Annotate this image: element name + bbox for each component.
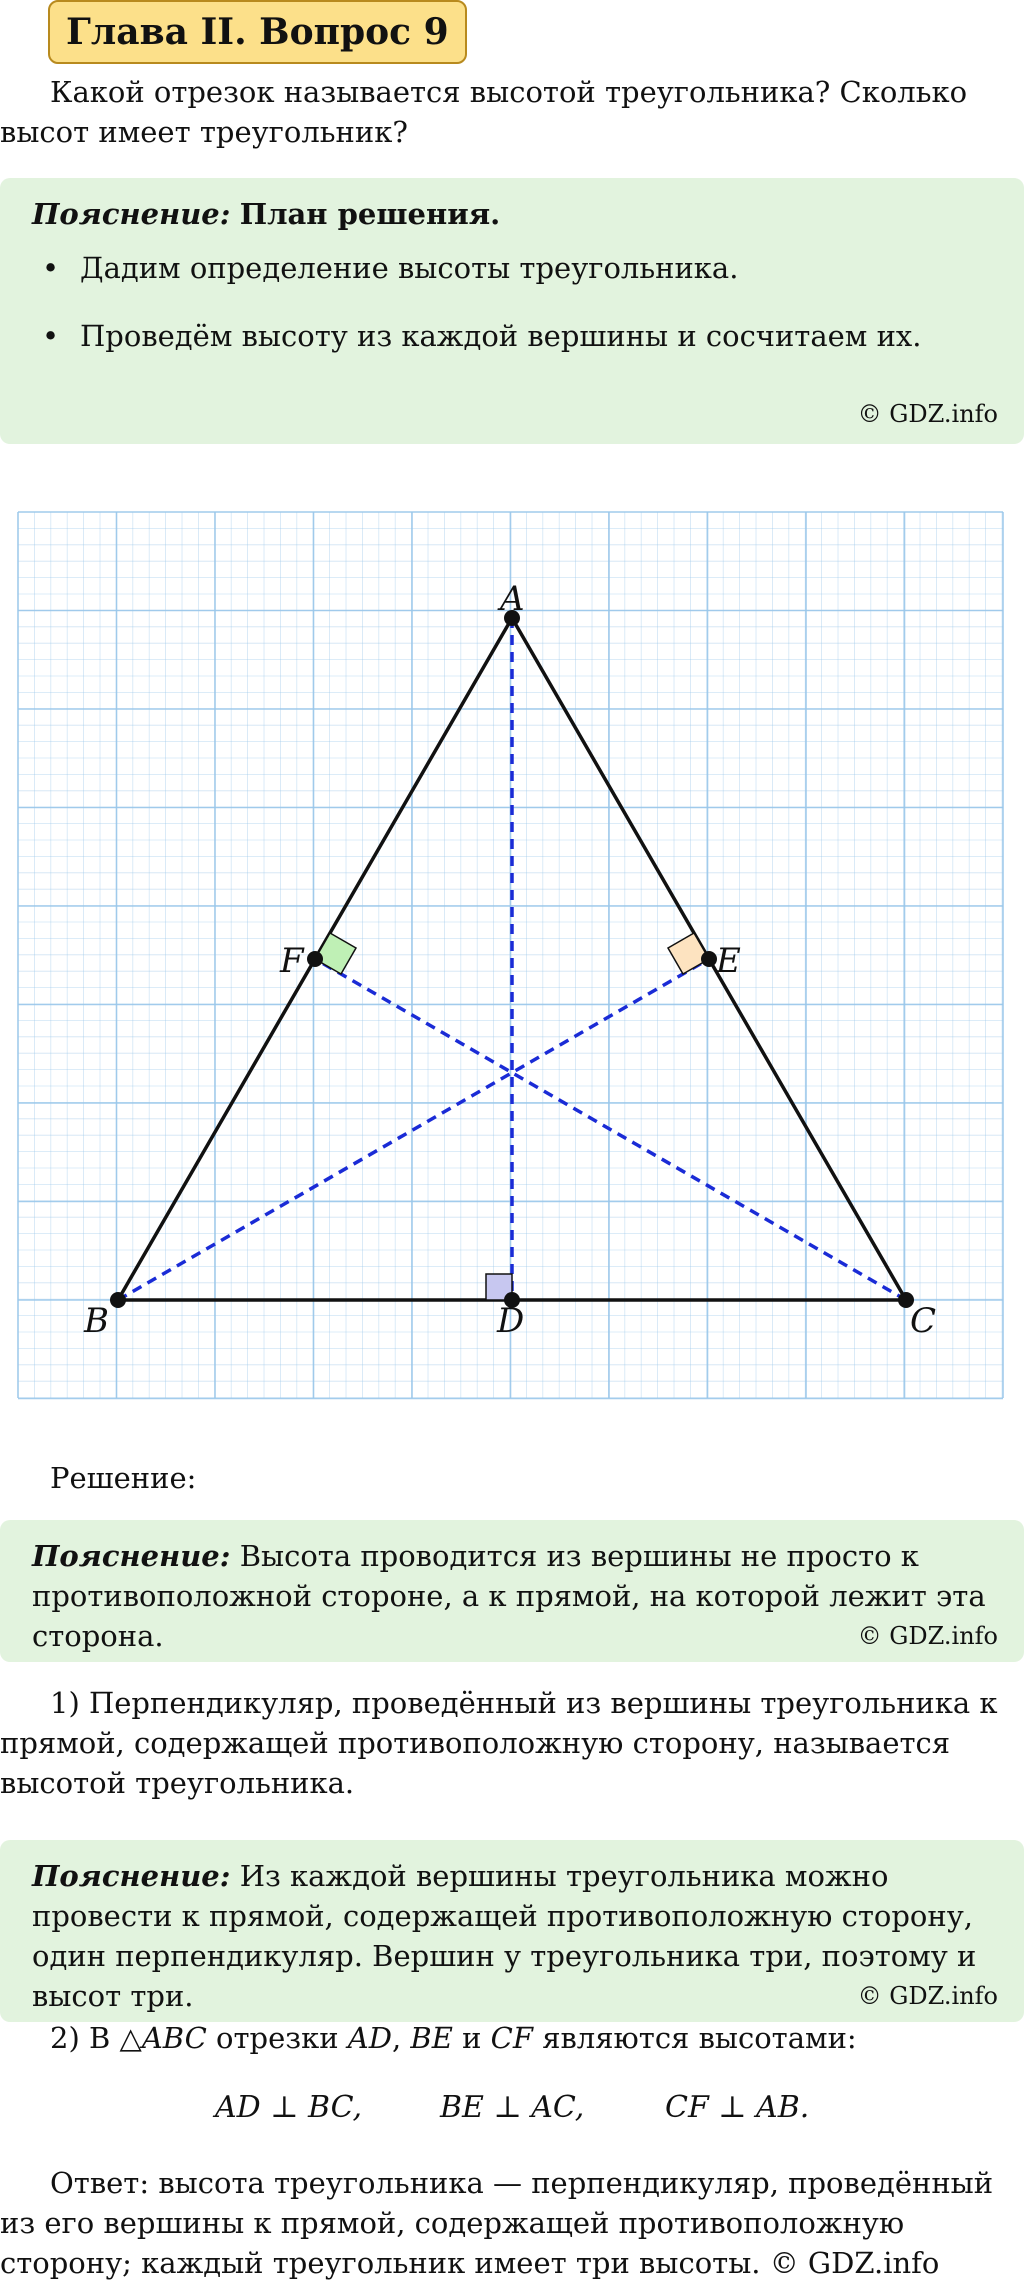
label-b: B (84, 1301, 109, 1341)
step2-text: 2) В △ABC отрезки AD, BE и CF являются высотами: (50, 2021, 857, 2055)
label-e: E (716, 941, 741, 981)
right-angle-mark-f (315, 933, 356, 974)
step2-and: и (462, 2021, 482, 2055)
plan-title: План решения. (239, 197, 501, 231)
step1-text: 1) Перпендикуляр, проведённый из вершины треугольника к прямой, содержащей противоположную сторону, называется высотой треугольника. (0, 1686, 998, 1800)
solution-label: Решение: (50, 1461, 197, 1495)
step2-suffix: являются высотами: (542, 2021, 857, 2055)
label-c: C (910, 1301, 937, 1341)
plan-box (0, 178, 1024, 444)
point-f (307, 951, 323, 967)
plan-item: • Дадим определение высоты треугольника. (32, 248, 992, 288)
note2-text: Из каждой вершины треугольника можно провести к прямой, содержащей противоположную сторону, один перпендикуляр. Вершин у треугольника три, поэтому и высот три. (32, 1859, 977, 2013)
note2-box (0, 1840, 1024, 2022)
point-b (110, 1292, 126, 1308)
step2-seg3: CF (490, 2021, 533, 2055)
equation-be-ac: BE ⊥ AC, (440, 2090, 585, 2125)
label-d: D (497, 1301, 525, 1341)
note2-lead: Пояснение: (32, 1859, 231, 1893)
note1-box (0, 1520, 1024, 1662)
label-a: A (500, 579, 525, 619)
plan-list (32, 248, 992, 356)
chapter-title: Глава II. Вопрос 9 (48, 0, 467, 64)
equation-ad-bc: AD ⊥ BC, (215, 2090, 363, 2125)
note1-lead: Пояснение: (32, 1539, 231, 1573)
step2-seg2: BE (410, 2021, 453, 2055)
label-f: F (280, 941, 304, 981)
equation-cf-ab: CF ⊥ AB. (665, 2090, 810, 2125)
triangle-figure (0, 500, 1032, 1410)
note1-copyright: © GDZ.info (857, 1622, 998, 1650)
step2-mid: отрезки (216, 2021, 339, 2055)
note2-copyright: © GDZ.info (857, 1982, 998, 2010)
point-e (701, 951, 717, 967)
step2-seg1: AD (347, 2021, 392, 2055)
altitude-cf (315, 959, 906, 1300)
answer-body: Ответ: высота треугольника — перпендикуляр, проведённый из его вершины к прямой, содержащей противоположную сторону; каждый треугольник имеет три высоты. (0, 2166, 994, 2280)
answer-copyright: © GDZ.info (769, 2246, 940, 2280)
altitude-be (118, 959, 709, 1300)
question-text: Какой отрезок называется высотой треугольника? Сколько высот имеет треугольник? (0, 75, 968, 149)
step2-triangle: △ABC (119, 2021, 207, 2055)
plan-item: • Проведём высоту из каждой вершины и сосчитаем их. (32, 316, 992, 356)
step2-prefix: 2) В (50, 2021, 111, 2055)
plan-lead: Пояснение: (32, 197, 231, 231)
note1-text: Высота проводится из вершины не просто к противоположной стороне, а к прямой, на которой лежит эта сторона. (32, 1539, 986, 1653)
plan-copyright: © GDZ.info (857, 400, 998, 428)
answer-text (0, 2163, 1024, 2283)
